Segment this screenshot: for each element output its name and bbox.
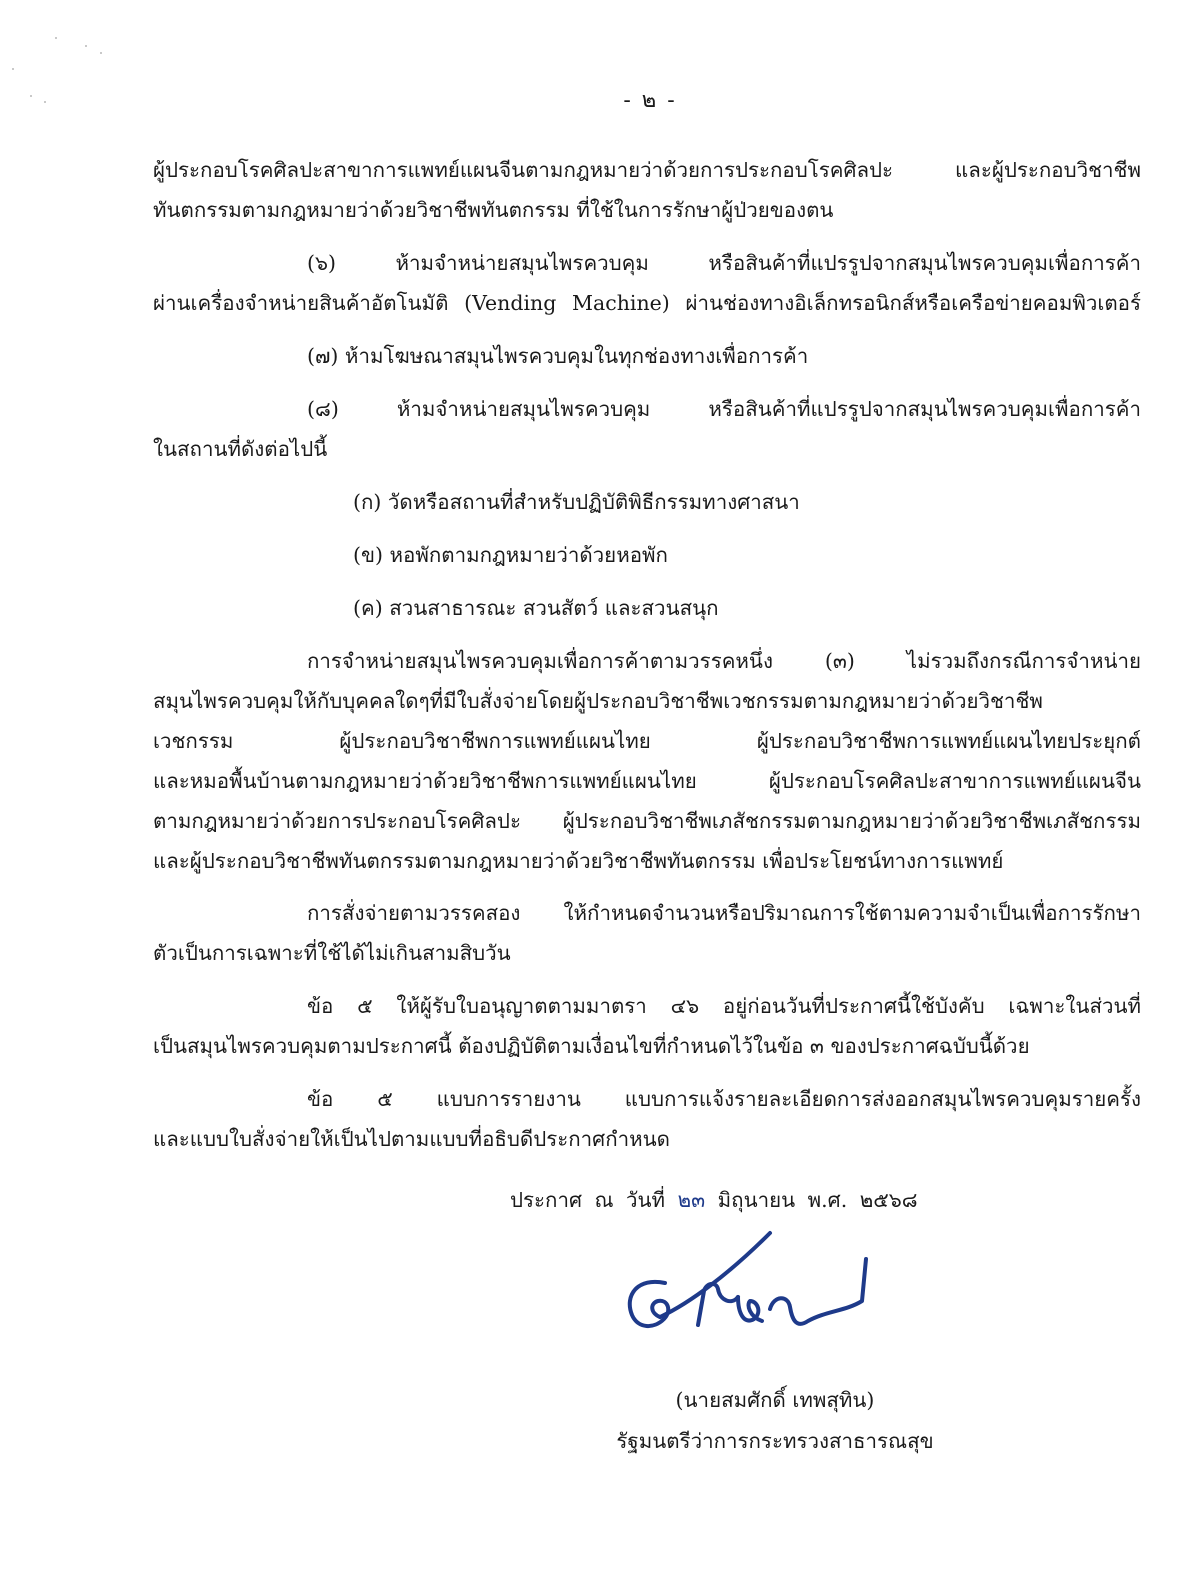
text-line: เวชกรรม ผู้ประกอบวิชาชีพการแพทย์แผนไทย ผู้ประกอบวิชาชีพการแพทย์แผนไทยประยุกต์ [153,729,1141,753]
signer-name: (นายสมศักดิ์ เทพสุทิน) [675,1388,875,1412]
clause-8-line: (๘) ห้ามจำหน่ายสมุนไพรควบคุม หรือสินค้าที่แปรรูปจากสมุนไพรควบคุมเพื่อการค้า [307,397,1141,421]
paragraph-line: การสั่งจ่ายตามวรรคสอง ให้กำหนดจำนวนหรือปริมาณการใช้ตามความจำเป็นเพื่อการรักษา [307,901,1141,925]
text-line: ในสถานที่ดังต่อไปนี้ [153,437,328,461]
signature-image [620,1225,880,1345]
sub-clause-c: (ค) สวนสาธารณะ สวนสัตว์ และสวนสนุก [353,596,719,620]
text-line: เป็นสมุนไพรควบคุมตามประกาศนี้ ต้องปฏิบัติตามเงื่อนไขที่กำหนดไว้ในข้อ ๓ ของประกาศฉบับนี้ด้วย [153,1034,1030,1058]
text-line: ผ่านเครื่องจำหน่ายสินค้าอัตโนมัติ (Vending Machine) ผ่านช่องทางอิเล็กทรอนิกส์หรือเครือข่ายคอมพิวเตอร์ [153,291,1141,315]
document-body [153,150,1141,1159]
scan-speck [100,52,102,54]
text-line: ทันตกรรมตามกฎหมายว่าด้วยวิชาชีพทันตกรรม ที่ใช้ในการรักษาผู้ป่วยของตน [153,198,834,222]
article-line: ข้อ ๕ แบบการรายงาน แบบการแจ้งรายละเอียดการส่งออกสมุนไพรควบคุมรายครั้ง [307,1087,1141,1111]
scan-speck [55,37,57,39]
text-line: ผู้ประกอบโรคศิลปะสาขาการแพทย์แผนจีนตามกฎหมายว่าด้วยการประกอบโรคศิลปะ และผู้ประกอบวิชาชีพ [153,158,1141,182]
announcement-date [510,1180,918,1220]
sub-clause-b: (ข) หอพักตามกฎหมายว่าด้วยหอพัก [353,543,668,567]
scan-speck [85,45,87,47]
text-line: ตามกฎหมายว่าด้วยการประกอบโรคศิลปะ ผู้ประกอบวิชาชีพเภสัชกรรมตามกฎหมายว่าด้วยวิชาชีพเภสัชกรรม [153,809,1141,833]
date-day: ๒๓ [677,1188,706,1212]
paragraph-line: การจำหน่ายสมุนไพรควบคุมเพื่อการค้าตามวรรคหนึ่ง (๓) ไม่รวมถึงกรณีการจำหน่าย [307,649,1141,673]
clause-7-line: (๗) ห้ามโฆษณาสมุนไพรควบคุมในทุกช่องทางเพื่อการค้า [307,344,809,368]
page-number: - ๒ - [623,88,677,113]
text-line: และแบบใบสั่งจ่ายให้เป็นไปตามแบบที่อธิบดีประกาศกำหนด [153,1127,670,1151]
clause-6-line: (๖) ห้ามจำหน่ายสมุนไพรควบคุม หรือสินค้าที่แปรรูปจากสมุนไพรควบคุมเพื่อการค้า [307,251,1141,275]
date-suffix: มิถุนายน พ.ศ. ๒๕๖๘ [717,1188,918,1212]
date-prefix: ประกาศ ณ วันที่ [510,1188,666,1212]
text-line: สมุนไพรควบคุมให้กับบุคคลใดๆที่มีใบสั่งจ่ายโดยผู้ประกอบวิชาชีพเวชกรรมตามกฎหมายว่าด้วยวิชาชีพ [153,689,1043,713]
text-line: และผู้ประกอบวิชาชีพทันตกรรมตามกฎหมายว่าด้วยวิชาชีพทันตกรรม เพื่อประโยชน์ทางการแพทย์ [153,849,1004,873]
scan-speck [12,68,14,70]
signer-title: รัฐมนตรีว่าการกระทรวงสาธารณสุข [616,1429,934,1453]
sub-clause-a: (ก) วัดหรือสถานที่สำหรับปฏิบัติพิธีกรรมทางศาสนา [353,490,800,514]
text-line: และหมอพื้นบ้านตามกฎหมายว่าด้วยวิชาชีพการแพทย์แผนไทย ผู้ประกอบโรคศิลปะสาขาการแพทย์แผนจีน [153,769,1141,793]
text-line: ตัวเป็นการเฉพาะที่ใช้ได้ไม่เกินสามสิบวัน [153,941,511,965]
article-line: ข้อ ๕ ให้ผู้รับใบอนุญาตตามมาตรา ๔๖ อยู่ก่อนวันที่ประกาศนี้ใช้บังคับ เฉพาะในส่วนที่ [307,994,1141,1018]
